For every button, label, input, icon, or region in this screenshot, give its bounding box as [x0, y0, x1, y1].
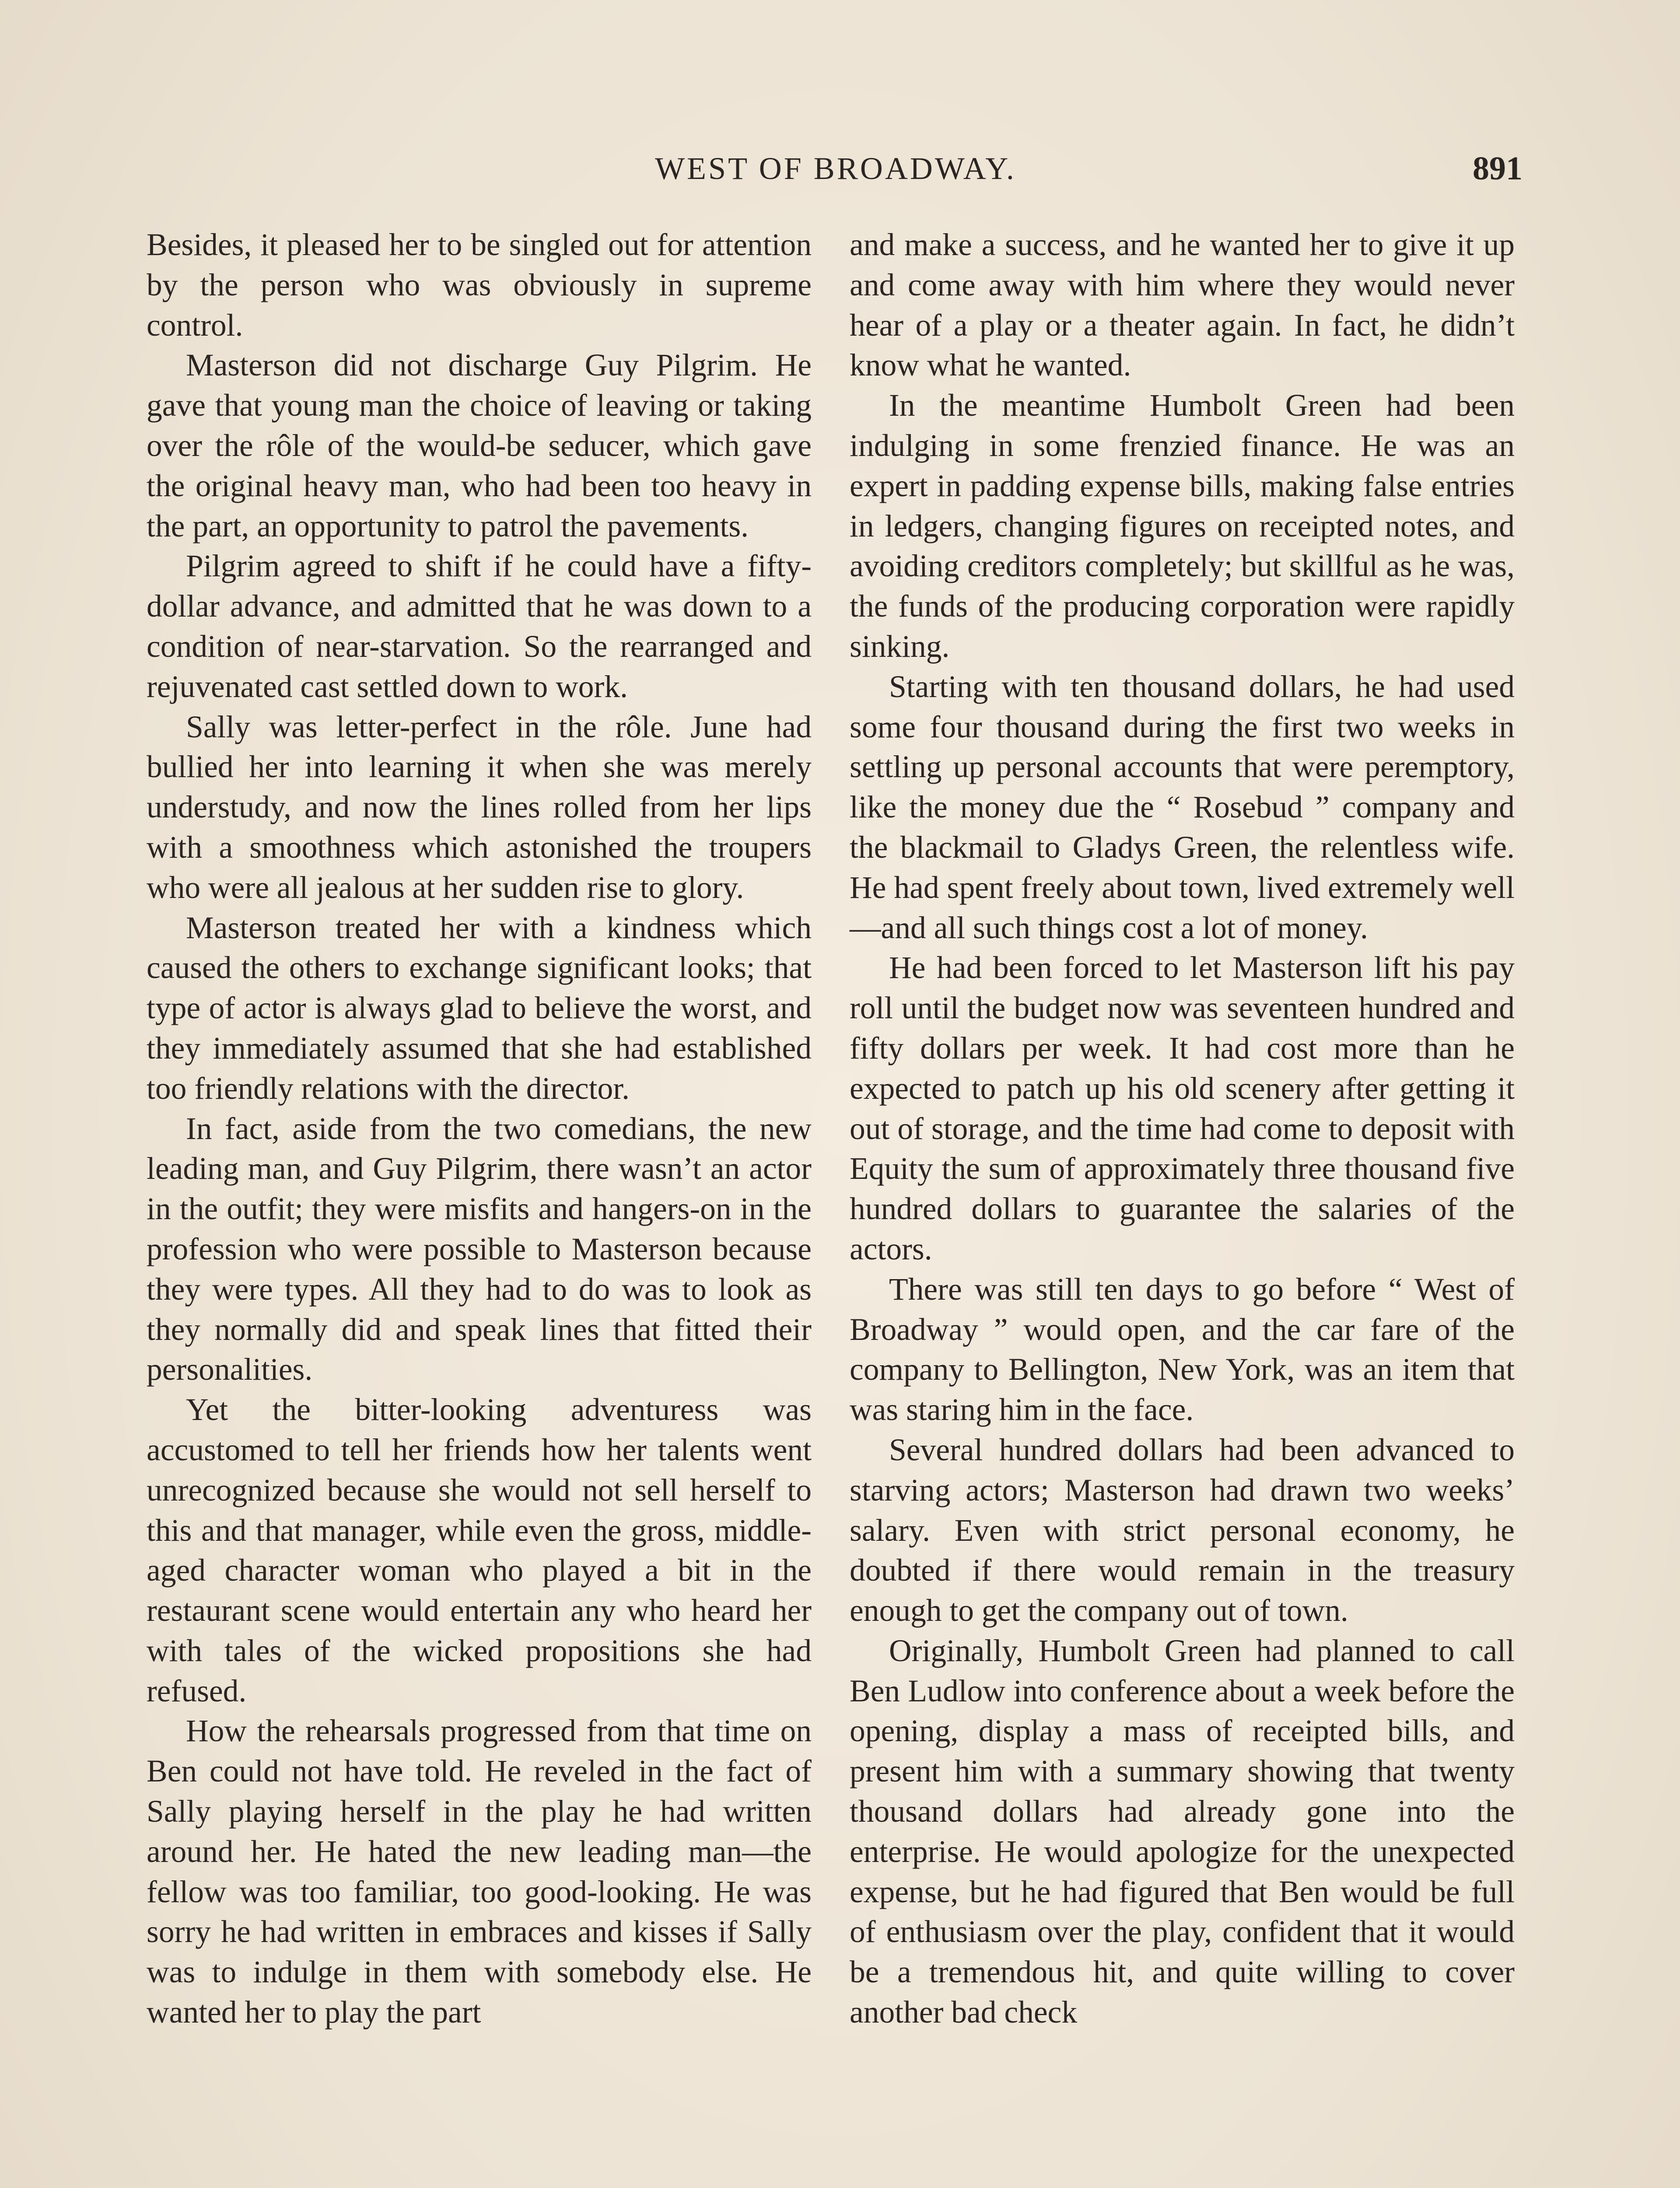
- paragraph: Pilgrim agreed to shift if he could have a fifty-dollar advance, and admitted that he was down to a condition of near-starvation. So the rearranged and rejuvenated cast settled down to work.: [147, 549, 812, 704]
- paragraph: He had been forced to let Masterson lift his pay roll until the budget now was seventeen hundred and fifty dollars per week. It had cost more than he expected to patch up his old scenery after getting it out of storage, and the time had come to deposit with Equity the sum of approximately three thousand five hundred dollars to guarantee the salaries of the actors.: [850, 950, 1515, 1266]
- paragraph: Sally was letter-perfect in the rôle. June had bullied her into learning it when she was merely understudy, and now the lines rolled from her lips with a smoothness which astonished the troupers who were all jealous at her sudden rise to glory.: [147, 709, 812, 905]
- running-header: [149, 144, 1522, 193]
- paragraph: Masterson treated her with a kindness which caused the others to exchange significant looks; that type of actor is always glad to believe the worst, and they immediately assumed that she had established too friendly relations with the director.: [147, 910, 812, 1106]
- left-column: [147, 225, 812, 2033]
- paragraph: Besides, it pleased her to be singled out for attention by the person who was obviously in supreme control.: [147, 228, 812, 343]
- paragraph: Masterson did not discharge Guy Pilgrim. He gave that young man the choice of leaving or taking over the rôle of the would-be seducer, which gave the original heavy man, who had been too heavy in the part, an opportunity to patrol the pavements.: [147, 348, 812, 543]
- running-title: WEST OF BROADWAY.: [655, 151, 1016, 186]
- paragraph: How the rehearsals progressed from that time on Ben could not have told. He reveled in the fact of Sally playing herself in the play he had written around her. He hated the new leading man—the fellow was too familiar, too good-looking. He was sorry he had written in embraces and kisses if Sally was to indulge in them with somebody else. He wanted her to play the part: [147, 1714, 812, 2030]
- paragraph: There was still ten days to go before “ West of Broadway ” would open, and the car fare of the company to Bellington, New York, was an item that was staring him in the face.: [850, 1272, 1515, 1427]
- paragraph: Several hundred dollars had been advanced to starving actors; Masterson had drawn two weeks’ salary. Even with strict personal economy, he doubted if there would remain in the treasury enough to get the company out of town.: [850, 1432, 1515, 1628]
- right-column: [850, 225, 1515, 2033]
- paragraph: Originally, Humbolt Green had planned to call Ben Ludlow into conference about a week before the opening, display a mass of receipted bills, and present him with a summary showing that twenty thousand dollars had already gone into the enterprise. He would apologize for the unexpected expense, but he had figured that Ben would be full of enthusiasm over the play, confident that it would be a tremendous hit, and quite willing to cover another bad check: [850, 1633, 1515, 2030]
- paragraph: Starting with ten thousand dollars, he had used some four thousand during the first two weeks in settling up personal accounts that were peremptory, like the money due the “ Rosebud ” company and the blackmail to Gladys Green, the relentless wife. He had spent freely about town, lived extremely well—and all such things cost a lot of money.: [850, 669, 1515, 945]
- paragraph: In the meantime Humbolt Green had been indulging in some frenzied finance. He was an expert in padding expense bills, making false entries in ledgers, changing figures on receipted notes, and avoiding creditors completely; but skillful as he was, the funds of the producing corporation were rapidly sinking.: [850, 388, 1515, 664]
- paragraph: Yet the bitter-looking adventuress was accustomed to tell her friends how her talents went unrecognized because she would not sell herself to this and that manager, while even the gross, middle-aged character woman who played a bit in the restaurant scene would entertain any who heard her with tales of the wicked propositions she had refused.: [147, 1392, 812, 1708]
- paragraph: and make a success, and he wanted her to give it up and come away with him where they would never hear of a play or a theater again. In fact, he didn’t know what he wanted.: [850, 228, 1515, 383]
- paragraph: In fact, aside from the two comedians, the new leading man, and Guy Pilgrim, there wasn’t an actor in the outfit; they were misfits and hangers-on in the profession who were possible to Masterson because they were types. All they had to do was to look as they normally did and speak lines that fitted their personalities.: [147, 1111, 812, 1387]
- page-number: 891: [1473, 150, 1522, 187]
